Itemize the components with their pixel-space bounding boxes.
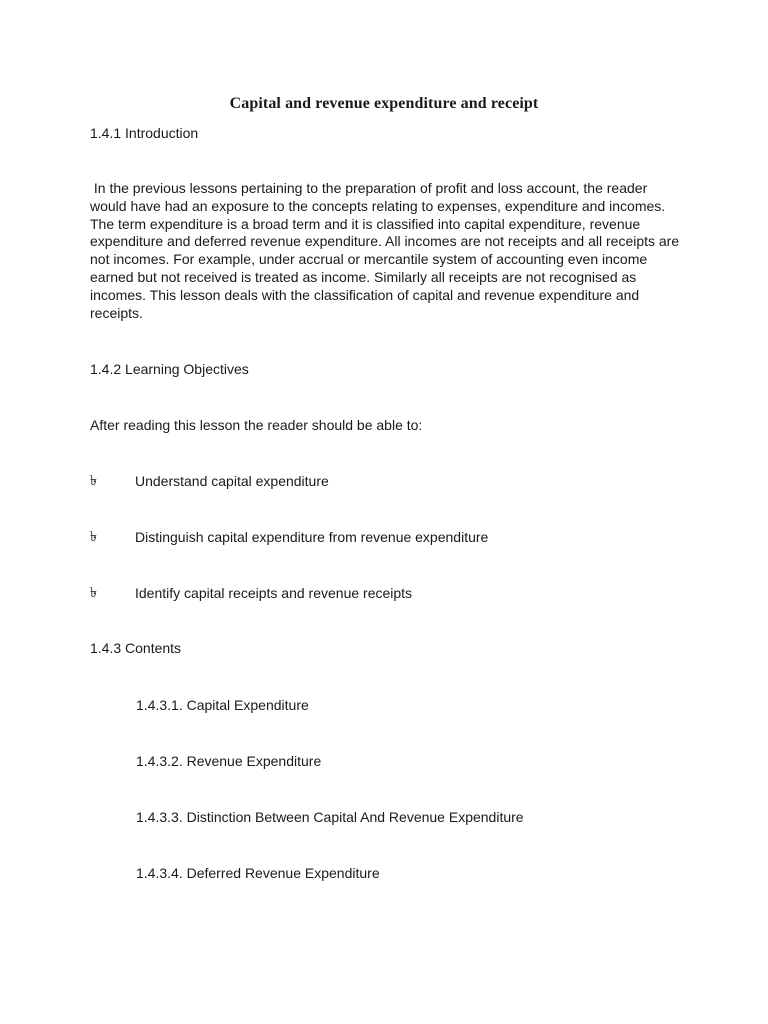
bullet-icon: ৳ bbox=[90, 529, 97, 545]
paragraph-line: receipts. bbox=[90, 304, 143, 321]
objective-item: Distinguish capital expenditure from revenue expenditure bbox=[135, 529, 489, 545]
contents-item: 1.4.3.1. Capital Expenditure bbox=[136, 697, 309, 713]
paragraph-line: earned but not received is treated as income. Similarly all receipts are not recognised as bbox=[90, 268, 637, 285]
paragraph-line: not incomes. For example, under accrual or mercantile system of accounting even income bbox=[90, 251, 648, 268]
section-heading-learning-objectives: 1.4.2 Learning Objectives bbox=[90, 361, 249, 377]
objective-item: Identify capital receipts and revenue receipts bbox=[135, 585, 413, 601]
contents-item: 1.4.3.2. Revenue Expenditure bbox=[136, 753, 322, 769]
bullet-icon: ৳ bbox=[90, 585, 97, 601]
section-heading-introduction: 1.4.1 Introduction bbox=[90, 125, 199, 141]
bullet-icon: ৳ bbox=[90, 473, 97, 489]
paragraph-line: would have had an exposure to the concepts relating to expenses, expenditure and incomes. bbox=[90, 197, 666, 214]
paragraph-line: In the previous lessons pertaining to the preparation of profit and loss account, the reader bbox=[90, 180, 648, 196]
section-heading-contents: 1.4.3 Contents bbox=[90, 640, 182, 656]
document-title: Capital and revenue expenditure and receipt bbox=[229, 95, 539, 112]
introduction-paragraph bbox=[90, 180, 680, 322]
contents-item: 1.4.3.3. Distinction Between Capital And Revenue Expenditure bbox=[136, 809, 524, 825]
paragraph-line: expenditure and deferred revenue expenditure. All incomes are not receipts and all receipts are bbox=[90, 233, 680, 250]
paragraph-line: incomes. This lesson deals with the classification of capital and revenue expenditure and bbox=[90, 286, 640, 303]
objective-item: Understand capital expenditure bbox=[135, 473, 329, 489]
paragraph-line: The term expenditure is a broad term and it is classified into capital expenditure, revenue bbox=[90, 215, 641, 232]
objectives-lead-text: After reading this lesson the reader should be able to: bbox=[90, 417, 423, 433]
contents-item: 1.4.3.4. Deferred Revenue Expenditure bbox=[136, 865, 380, 881]
